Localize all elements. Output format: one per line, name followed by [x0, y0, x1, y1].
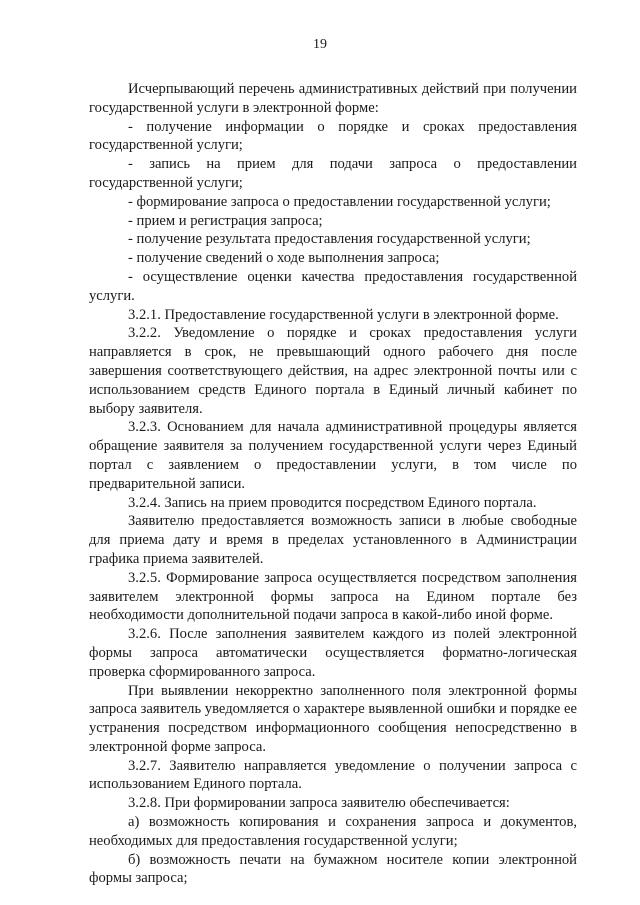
clause-3-2-1: 3.2.1. Предоставление государственной услуги в электронной форме.	[128, 306, 559, 323]
clause-3-2-4-detail: Заявителю предоставляется возможность записи в любые свободные для приема дату и время в пределах установленного в Администрации графика приема заявителей.	[89, 513, 577, 567]
paragraph-intro: Исчерпывающий перечень административных действий при получении государственной услуги в электронной форме:	[89, 81, 577, 116]
clause-3-2-3: 3.2.3. Основанием для начала административной процедуры является обращение заявителя за получением государственной услуги через Единый портал с заявлением о предоставлении услуги, в том числе по предварительной записи.	[89, 419, 577, 492]
list-item-registration: - прием и регистрация запроса;	[128, 212, 323, 229]
document-body	[89, 80, 577, 888]
list-item-appointment: - запись на прием для подачи запроса о предоставлении государственной услуги;	[89, 156, 577, 191]
list-item-quality: - осуществление оценки качества предоставления государственной услуги.	[89, 268, 577, 304]
list-item-form-request: - формирование запроса о предоставлении государственной услуги;	[128, 193, 551, 210]
list-item-status: - получение сведений о ходе выполнения запроса;	[128, 250, 440, 267]
clause-3-2-4: 3.2.4. Запись на прием проводится посредством Единого портала.	[128, 494, 537, 511]
clause-3-2-8: 3.2.8. При формировании запроса заявителю обеспечивается:	[128, 795, 510, 812]
clause-3-2-6-detail: При выявлении некорректно заполненного поля электронной формы запроса заявитель уведомляется о характере выявленной ошибки и порядке ее устранения посредством информационного сообщения непосредственно в электронной форме запроса.	[89, 682, 577, 755]
list-item-result: - получение результата предоставления государственной услуги;	[128, 231, 531, 248]
list-item-information: - получение информации о порядке и сроках предоставления государственной услуги;	[89, 118, 577, 154]
page-number: 19	[313, 37, 327, 52]
clause-3-2-7: 3.2.7. Заявителю направляется уведомление о получении запроса с использованием Единого портала.	[89, 757, 577, 793]
clause-3-2-5: 3.2.5. Формирование запроса осуществляется посредством заполнения заявителем электронной формы запроса на Едином портале без необходимости дополнительной подачи запроса в какой-либо иной форме.	[89, 569, 577, 624]
clause-3-2-8-a: а) возможность копирования и сохранения запроса и документов, необходимых для предоставления государственной услуги;	[89, 814, 577, 849]
clause-3-2-8-b: б) возможность печати на бумажном носителе копии электронной формы запроса;	[89, 851, 577, 887]
clause-3-2-2: 3.2.2. Уведомление о порядке и сроках предоставления услуги направляется в срок, не превышающий одного рабочего дня после завершения соответствующего действия, на адрес электронной почты или с использованием средств Единого портала в Единый личный кабинет по выбору заявителя.	[89, 325, 577, 417]
clause-3-2-6: 3.2.6. После заполнения заявителем каждого из полей электронной формы запроса автоматически осуществляется форматно-логическая проверка сформированного запроса.	[89, 626, 577, 680]
